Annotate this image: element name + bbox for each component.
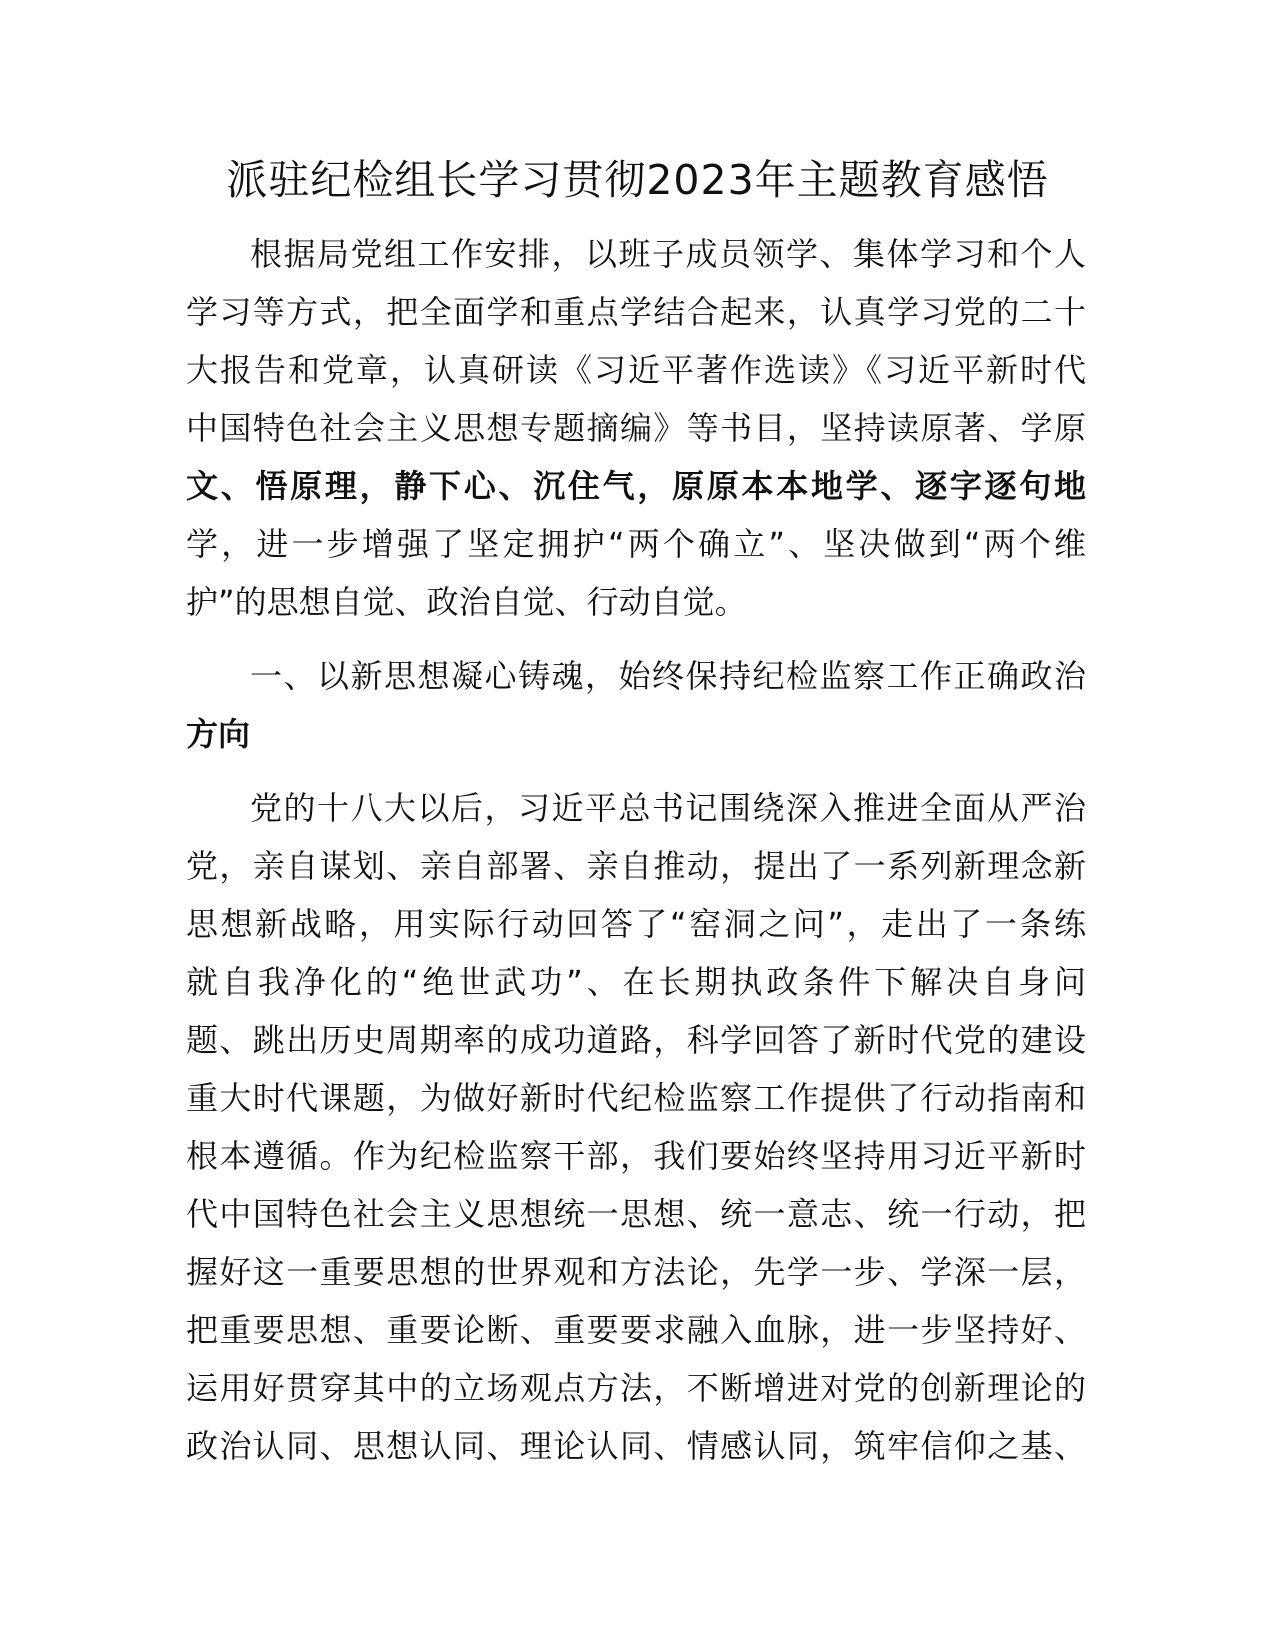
paragraph-line: 护”的思想自觉、政治自觉、行动自觉。 (186, 583, 747, 621)
paragraph-line: 运用好贯穿其中的立场观点方法，不断增进对党的创新理论的 (186, 1369, 1086, 1407)
paragraph-line: 中国特色社会主义思想专题摘编》等书目，坚持读原著、学原 (186, 409, 1086, 447)
paragraph-line: 就自我净化的“绝世武功”、在长期执政条件下解决自身问 (186, 963, 1086, 1001)
paragraph-line: 思想新战略，用实际行动回答了“窑洞之问”，走出了一条练 (186, 905, 1086, 943)
paragraph-line: 政治认同、思想认同、理论认同、情感认同，筑牢信仰之基、 (186, 1427, 1086, 1465)
document-title: 派驻纪检组长学习贯彻2023年主题教育感悟 (226, 156, 1049, 204)
paragraph-line: 党，亲自谋划、亲自部署、亲自推动，提出了一系列新理念新 (186, 847, 1086, 885)
heading-line: 方向 (186, 715, 251, 753)
paragraph-line: 题、跳出历史周期率的成功道路，科学回答了新时代党的建设 (186, 1021, 1086, 1059)
body-paragraph (186, 779, 1086, 1475)
paragraph-gap (186, 631, 1086, 647)
paragraph-line: 根本遵循。作为纪检监察干部，我们要始终坚持用习近平新时 (186, 1137, 1086, 1175)
paragraph-line: 学，进一步增强了坚定拥护“两个确立”、坚决做到“两个维 (186, 525, 1086, 563)
paragraph-line: 把重要思想、重要论断、重要要求融入血脉，进一步坚持好、 (186, 1311, 1086, 1349)
paragraph-line: 根据局党组工作安排，以班子成员领学、集体学习和个人 (250, 235, 1086, 273)
paragraph-gap (186, 763, 1086, 779)
heading-line: 一、以新思想凝心铸魂，始终保持纪检监察工作正确政治 (250, 657, 1086, 695)
paragraph-line: 党的十八大以后，习近平总书记围绕深入推进全面从严治 (250, 789, 1086, 827)
intro-paragraph (186, 225, 1086, 631)
paragraph-line: 大报告和党章，认真研读《习近平著作选读》《习近平新时代 (186, 351, 1086, 389)
paragraph-line: 代中国特色社会主义思想统一思想、统一意志、统一行动，把 (186, 1195, 1086, 1233)
paragraph-line: 学习等方式，把全面学和重点学结合起来，认真学习党的二十 (186, 293, 1086, 331)
section-heading (186, 647, 1086, 763)
paragraph-line: 重大时代课题，为做好新时代纪检监察工作提供了行动指南和 (186, 1079, 1086, 1117)
document-body (186, 225, 1086, 1475)
paragraph-line: 握好这一重要思想的世界观和方法论，先学一步、学深一层， (186, 1253, 1086, 1291)
paragraph-line: 文、悟原理，静下心、沉住气，原原本本地学、逐字逐句地 (186, 467, 1086, 505)
